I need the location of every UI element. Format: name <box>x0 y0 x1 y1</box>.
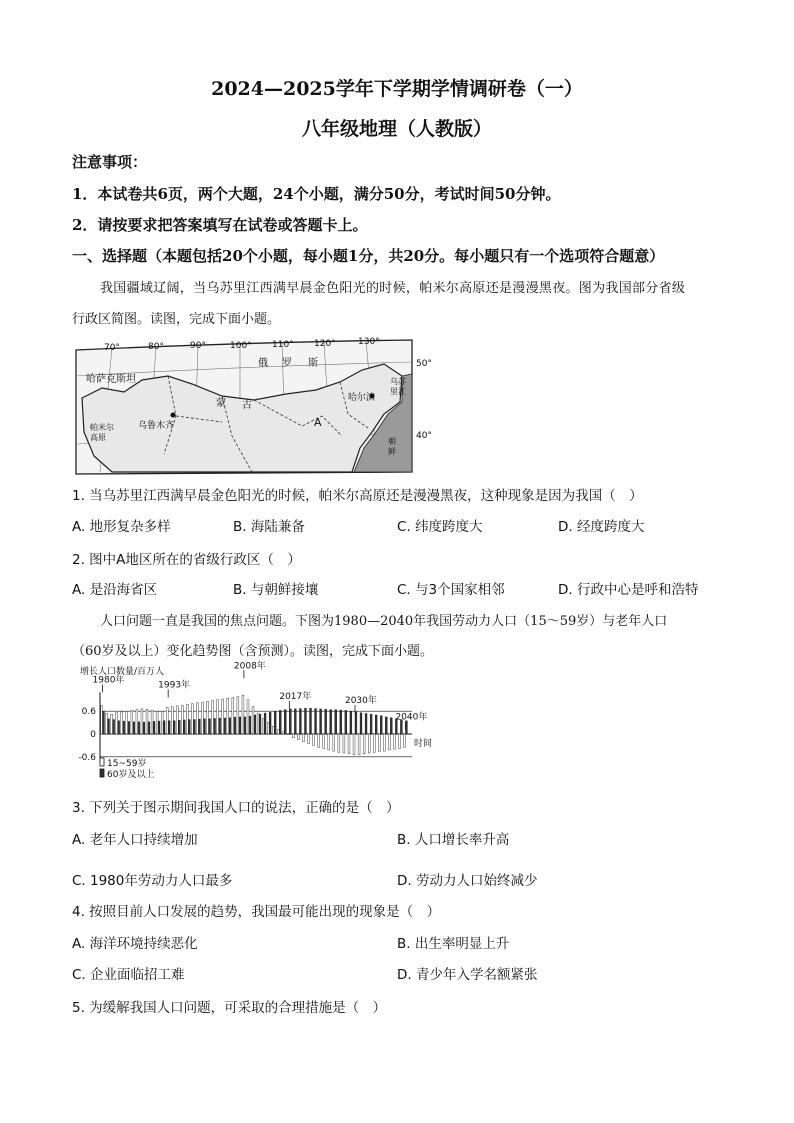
bar-elderly <box>113 720 115 734</box>
bar-working-age <box>303 734 305 742</box>
chart-ytick-label: -0.6 <box>78 752 96 763</box>
bar-working-age <box>308 734 310 744</box>
label-russia-1: 俄 <box>258 358 268 369</box>
label-russia-3: 斯 <box>308 358 318 369</box>
bar-elderly <box>224 718 226 734</box>
bar-working-age <box>373 734 375 752</box>
bar-elderly <box>209 719 211 734</box>
bar-working-age <box>237 697 239 734</box>
bar-working-age <box>131 710 133 734</box>
label-mongolia-1: 蒙 <box>216 398 226 409</box>
q2-option-c[interactable]: C. 与3个国家相邻 <box>397 582 505 598</box>
bar-working-age <box>252 707 254 734</box>
bar-working-age <box>338 734 340 752</box>
bar-working-age <box>257 713 259 734</box>
bar-working-age <box>383 734 385 751</box>
bar-working-age <box>282 732 284 734</box>
bar-elderly <box>380 716 382 734</box>
chart-year-label: 1980年 <box>92 675 125 686</box>
bar-elderly <box>148 722 150 734</box>
bar-working-age <box>363 734 365 754</box>
chart-year-label: 2040年 <box>395 712 428 723</box>
bar-working-age <box>298 734 300 740</box>
bar-working-age <box>212 701 214 734</box>
q4-option-a[interactable]: A. 海洋环境持续恶化 <box>72 936 198 952</box>
bar-working-age <box>343 734 345 753</box>
q1-option-d[interactable]: D. 经度跨度大 <box>558 519 645 535</box>
label-pamir-2: 高原 <box>90 433 106 442</box>
bar-elderly <box>234 717 236 734</box>
legend-swatch-working-age <box>100 758 104 766</box>
exam-subtitle: 八年级地理（人教版） <box>301 118 492 140</box>
chart-year-label: 2017年 <box>279 691 312 702</box>
passage-1-line-1: 我国疆域辽阔，当乌苏里江西满早晨金色阳光的时候，帕米尔高原还是漫漫黑夜。图为我国部分省级 <box>100 281 686 296</box>
label-wusuli-2: 里江 <box>390 387 406 396</box>
bar-elderly <box>355 712 357 734</box>
bar-working-age <box>136 710 138 734</box>
chart-ytick-label: 0 <box>90 730 96 740</box>
bar-working-age <box>378 734 380 751</box>
bar-elderly <box>315 709 317 734</box>
bar-elderly <box>178 720 180 734</box>
bar-working-age <box>197 703 199 734</box>
bar-working-age <box>323 734 325 748</box>
bar-working-age <box>348 734 350 754</box>
q4-option-d[interactable]: D. 青少年入学名额紧张 <box>397 967 538 983</box>
lat-label-50: 50° <box>416 359 432 369</box>
bar-working-age <box>217 700 219 734</box>
label-korea-1: 朝 <box>388 437 396 446</box>
q4-stem: 4. 按照目前人口发展的趋势，我国最可能出现的现象是（ ） <box>72 904 441 920</box>
bar-elderly <box>350 711 352 734</box>
chart-year-label: 1993年 <box>158 680 191 691</box>
legend-label-working-age: 15~59岁 <box>107 759 147 769</box>
legend-label-elderly: 60岁及以上 <box>107 770 155 780</box>
bar-elderly <box>214 718 216 734</box>
bar-elderly <box>249 716 251 734</box>
label-urumqi: 乌鲁木齐 <box>138 421 175 431</box>
bar-elderly <box>279 710 281 734</box>
q2-option-a[interactable]: A. 是沿海省区 <box>72 582 158 598</box>
bar-working-age <box>116 713 118 734</box>
lon-label-120: 120° <box>314 339 336 349</box>
bar-elderly <box>123 721 125 734</box>
bar-elderly <box>345 710 347 734</box>
bar-working-age <box>232 698 234 734</box>
label-russia-2: 罗 <box>282 358 292 369</box>
label-harbin: 哈尔滨 <box>348 393 376 403</box>
bar-working-age <box>111 714 113 734</box>
bar-working-age <box>121 712 123 734</box>
bar-working-age <box>277 729 279 734</box>
bar-elderly <box>370 714 372 734</box>
bar-working-age <box>272 726 274 734</box>
bar-working-age <box>318 734 320 747</box>
legend-swatch-elderly <box>100 769 104 777</box>
notes-item-2: 2．请按要求把答案填写在试卷或答题卡上。 <box>72 216 368 234</box>
bar-elderly <box>143 722 145 734</box>
bar-elderly <box>188 720 190 734</box>
chart-legend <box>100 757 154 780</box>
bar-elderly <box>138 722 140 734</box>
passage-2-line-1: 人口问题一直是我国的焦点问题。下图为1980—2040年我国劳动力人口（15～59岁）与老年人口 <box>100 614 668 629</box>
q3-option-d[interactable]: D. 劳动力人口始终减少 <box>397 873 538 889</box>
bar-working-age <box>267 723 269 734</box>
city-marker-urumqi <box>171 413 176 418</box>
bar-elderly <box>390 718 392 734</box>
q2-option-d[interactable]: D. 行政中心是呼和浩特 <box>558 582 699 598</box>
passage-1-line-2: 行政区简图。读图，完成下面小题。 <box>72 312 281 327</box>
bar-working-age <box>176 706 178 734</box>
lon-label-70: 70° <box>104 343 120 353</box>
bar-working-age <box>358 734 360 755</box>
bar-elderly <box>254 715 256 734</box>
bar-elderly <box>118 721 120 734</box>
q1-option-c[interactable]: C. 纬度跨度大 <box>397 519 483 535</box>
bar-working-age <box>202 702 204 734</box>
bar-working-age <box>313 734 315 745</box>
bar-elderly <box>229 718 231 734</box>
bar-working-age <box>227 698 229 734</box>
bar-working-age <box>151 710 153 734</box>
label-kazakhstan: 哈萨克斯坦 <box>86 374 136 385</box>
lon-label-100: 100° <box>230 341 252 351</box>
q3-stem: 3. 下列关于图示期间我国人口的说法，正确的是（ ） <box>72 800 400 816</box>
bar-working-age <box>106 713 108 734</box>
bar-elderly <box>340 710 342 734</box>
lon-label-130: 130° <box>358 337 380 347</box>
bar-working-age <box>328 734 330 750</box>
bar-elderly <box>320 709 322 734</box>
bar-working-age <box>333 734 335 751</box>
bar-elderly <box>244 717 246 734</box>
notes-heading: 注意事项： <box>72 153 148 171</box>
province-map <box>72 336 442 476</box>
chart-year-label: 2030年 <box>344 695 377 706</box>
bar-working-age <box>181 705 183 734</box>
bar-elderly <box>375 715 377 734</box>
bar-working-age <box>171 707 173 734</box>
bar-working-age <box>126 711 128 734</box>
bar-elderly <box>310 708 312 734</box>
passage-2-line-2: （60岁及以上）变化趋势图（含预测）。读图，完成下面小题。 <box>72 644 434 659</box>
q4-option-b[interactable]: B. 出生率明显上升 <box>397 936 510 952</box>
label-region-a: A <box>314 416 322 429</box>
bar-elderly <box>219 718 221 734</box>
bar-elderly <box>365 713 367 734</box>
q5-stem: 5. 为缓解我国人口问题，可采取的合理措施是（ ） <box>72 1000 387 1016</box>
bar-working-age <box>388 734 390 750</box>
q4-option-c[interactable]: C. 企业面临招工难 <box>72 967 185 983</box>
bar-elderly <box>304 708 306 734</box>
bar-working-age <box>247 700 249 734</box>
bar-elderly <box>168 721 170 734</box>
bar-elderly <box>128 721 130 734</box>
bar-working-age <box>191 704 193 734</box>
bar-working-age <box>222 699 224 734</box>
bar-working-age <box>186 704 188 734</box>
label-mongolia-2: 古 <box>242 400 252 411</box>
exam-title: 2024—2025学年下学期学情调研卷（一） <box>211 78 583 100</box>
bar-elderly <box>193 720 195 734</box>
bar-elderly <box>158 721 160 734</box>
chart-xlabel: 时间 <box>414 739 433 749</box>
bar-working-age <box>166 707 168 734</box>
q2-option-b[interactable]: B. 与朝鲜接壤 <box>233 582 319 598</box>
chart-ticks <box>78 707 96 763</box>
bar-elderly <box>108 719 110 734</box>
bar-elderly <box>103 711 105 734</box>
chart-ylabel: 增长人口数量/百万人 <box>80 667 165 677</box>
bar-working-age <box>399 734 401 748</box>
bar-elderly <box>133 722 135 734</box>
bar-elderly <box>385 717 387 734</box>
q2-stem: 2. 图中A地区所在的省级行政区（ ） <box>72 552 301 568</box>
bar-elderly <box>163 721 165 734</box>
bar-working-age <box>393 734 395 749</box>
bar-working-age <box>146 709 148 734</box>
bar-working-age <box>368 734 370 753</box>
bar-elderly <box>289 709 291 734</box>
bar-elderly <box>284 710 286 734</box>
label-pamir-1: 帕米尔 <box>90 423 114 432</box>
bar-working-age <box>207 701 209 734</box>
bar-elderly <box>335 710 337 734</box>
bar-elderly <box>269 712 271 734</box>
bar-elderly <box>360 713 362 734</box>
q1-stem: 1. 当乌苏里江西满早晨金色阳光的时候，帕米尔高原还是漫漫黑夜，这种现象是因为我国（ ） <box>72 488 643 504</box>
bar-working-age <box>141 709 143 734</box>
chart-ytick-label: 0.6 <box>81 707 96 718</box>
lat-label-40: 40° <box>416 431 432 441</box>
bar-working-age <box>101 706 103 735</box>
bar-working-age <box>242 695 244 734</box>
bar-working-age <box>292 734 294 738</box>
bar-working-age <box>287 734 289 735</box>
population-chart <box>72 661 442 784</box>
bar-elderly <box>330 710 332 734</box>
bar-elderly <box>153 721 155 734</box>
lon-label-90: 90° <box>190 341 206 351</box>
bar-working-age <box>161 711 163 734</box>
bar-elderly <box>173 721 175 734</box>
bar-elderly <box>239 717 241 734</box>
bar-elderly <box>198 719 200 734</box>
bar-elderly <box>299 709 301 734</box>
bar-working-age <box>353 734 355 755</box>
q3-option-a[interactable]: A. 老年人口持续增加 <box>72 832 198 848</box>
bar-elderly <box>183 720 185 734</box>
bar-elderly <box>325 709 327 734</box>
notes-item-1: 1．本试卷共6页，两个大题，24个小题，满分50分，考试时间50分钟。 <box>72 185 561 203</box>
label-korea-2: 鲜 <box>388 447 396 456</box>
q1-option-b[interactable]: B. 海陆兼备 <box>233 519 305 535</box>
bar-elderly <box>294 709 296 734</box>
lon-label-80: 80° <box>148 342 164 352</box>
bar-elderly <box>264 713 266 734</box>
bar-working-age <box>262 719 264 734</box>
bar-working-age <box>156 711 158 734</box>
q3-option-b[interactable]: B. 人口增长率升高 <box>397 832 510 848</box>
q3-option-c[interactable]: C. 1980年劳动力人口最多 <box>72 873 233 889</box>
chart-year-label: 2008年 <box>233 661 266 672</box>
lon-label-110: 110° <box>272 340 294 350</box>
bar-elderly <box>204 719 206 734</box>
q1-option-a[interactable]: A. 地形复杂多样 <box>72 519 171 535</box>
section-heading: 一、选择题（本题包括20个小题，每小题1分，共20分。每小题只有一个选项符合题意） <box>72 247 665 265</box>
bar-working-age <box>404 734 406 747</box>
bar-elderly <box>259 714 261 734</box>
label-wusuli-1: 乌苏 <box>390 377 406 386</box>
bar-elderly <box>274 711 276 734</box>
